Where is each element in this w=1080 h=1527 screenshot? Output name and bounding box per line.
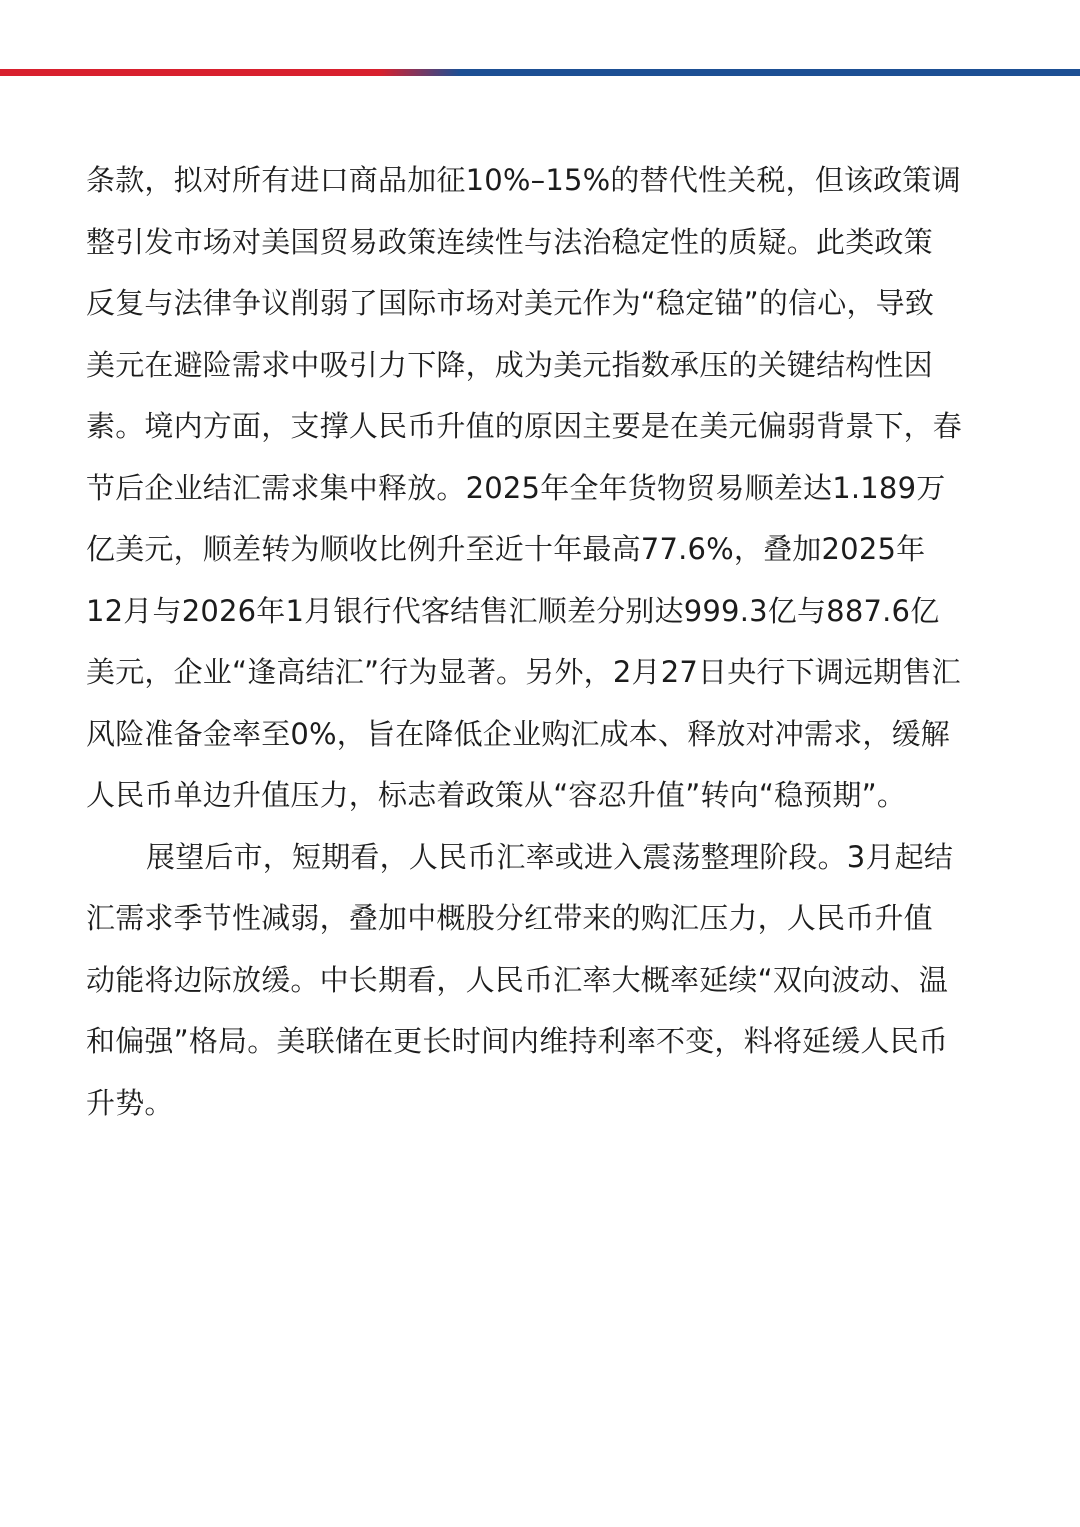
article-line: 节后企业结汇需求集中释放。2025年全年货物贸易顺差达1.189万 — [86, 470, 946, 505]
article-line: 美元，企业“逢高结汇”行为显著。另外，2月27日央行下调远期售汇 — [86, 655, 961, 689]
article-line: 汇需求季节性减弱，叠加中概股分红带来的购汇压力，人民币升值 — [86, 901, 933, 935]
header-rule-red-segment — [0, 69, 420, 76]
article-line: 人民币单边升值压力，标志着政策从“容忍升值”转向“稳预期”。 — [86, 778, 907, 812]
header-rule-blend-segment — [380, 69, 460, 76]
header-rule-blue-segment — [420, 69, 1080, 76]
article-line: 动能将边际放缓。中长期看，人民币汇率大概率延续“双向波动、温 — [86, 962, 949, 997]
article-line: 12月与2026年1月银行代客结售汇顺差分别达999.3亿与887.6亿 — [86, 593, 940, 628]
paragraph-start-line: 展望后市，短期看，人民币汇率或进入震荡整理阶段。3月起结 — [146, 839, 954, 874]
article-line: 升势。 — [86, 1085, 174, 1120]
article-line: 条款，拟对所有进口商品加征10%–15%的替代性关税，但该政策调 — [86, 163, 961, 197]
article-line: 亿美元，顺差转为顺收比例升至近十年最高77.6%，叠加2025年 — [86, 532, 926, 566]
article-body — [86, 150, 996, 1134]
article-line: 整引发市场对美国贸易政策连续性与法治稳定性的质疑。此类政策 — [86, 224, 933, 259]
article-line: 美元在避险需求中吸引力下降，成为美元指数承压的关键结构性因 — [86, 347, 933, 382]
article-line: 反复与法律争议削弱了国际市场对美元作为“稳定锚”的信心，导致 — [86, 286, 935, 320]
article-line: 和偏强”格局。美联储在更长时间内维持利率不变，料将延缓人民币 — [86, 1024, 949, 1058]
article-line: 素。境内方面，支撑人民币升值的原因主要是在美元偏弱背景下，春 — [86, 409, 963, 443]
article-line: 风险准备金率至0%，旨在降低企业购汇成本、释放对冲需求，缓解 — [86, 716, 951, 751]
header-rule — [0, 69, 1080, 76]
